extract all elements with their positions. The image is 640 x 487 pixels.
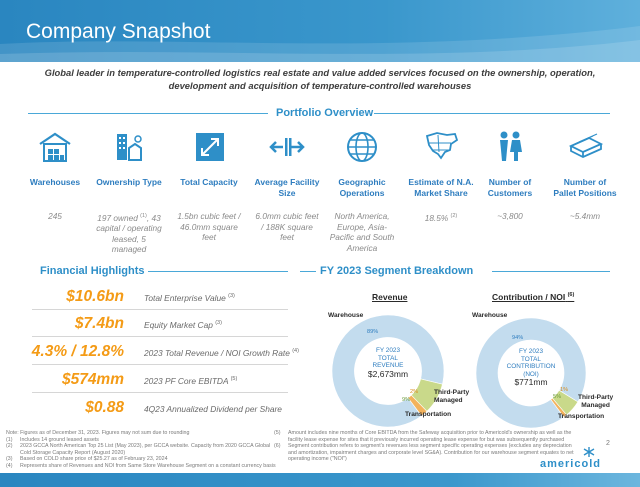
revenue-third-party-label: Third-Party Managed	[434, 389, 470, 404]
footnotes-left	[6, 430, 278, 470]
revenue-center-text: FY 2023 TOTAL REVENUE $2,673mm	[367, 347, 409, 379]
portfolio-value: North America, Europe, Asia-Pacific and South America	[329, 211, 395, 253]
divider	[32, 336, 288, 337]
portfolio-label: Average Facility Size	[254, 177, 320, 198]
portfolio-item-facility-size	[254, 130, 320, 243]
segment-title: FY 2023 Segment Breakdown	[320, 265, 474, 277]
financial-label: Total Enterprise Value $^{(3)}$	[144, 293, 235, 303]
revenue-warehouse-label: Warehouse	[328, 312, 364, 319]
revenue-transport-label: Transportation	[405, 411, 452, 418]
north-america-map-icon	[423, 130, 459, 164]
financial-title: Financial Highlights	[40, 265, 145, 277]
mission-statement: Global leader in temperature-controlled logistics real estate and value added services focused on the ownership, operation, development and acquisition of temperature-controlled warehouses	[44, 67, 596, 91]
portfolio-item-capacity	[176, 130, 242, 243]
portfolio-value: 197 owned $^{(1)}$, 43 capital / operating leased, 5 managed	[96, 212, 162, 255]
pallet-icon	[567, 130, 603, 164]
portfolio-label: Geographic Operations	[338, 177, 386, 198]
divider	[32, 392, 288, 393]
portfolio-value: 245	[48, 211, 62, 221]
financial-label: 2023 Total Revenue / NOI Growth Rate $^{(4)}$	[144, 348, 299, 358]
divider	[32, 364, 288, 365]
footnote: (1) Includes 14 ground leased assets	[6, 436, 99, 443]
portfolio-overview	[29, 130, 622, 260]
revenue-heading: Revenue	[372, 292, 408, 302]
globe-icon	[344, 130, 380, 164]
portfolio-label: Warehouses	[29, 177, 81, 187]
portfolio-value: ~3,800	[497, 211, 523, 221]
financial-row	[20, 286, 290, 308]
financial-value: $574mm	[61, 371, 124, 388]
logo-snowflake-icon	[581, 446, 597, 458]
noi-third-party-label: Third-Party Managed	[578, 394, 614, 409]
portfolio-item-ownership	[96, 130, 162, 255]
customers-icon	[492, 130, 528, 164]
noi-center-text: FY 2023 TOTAL CONTRIBUTION (NOI) $771mm	[506, 348, 556, 387]
divider	[148, 271, 288, 272]
portfolio-label: Number of Pallet Positions	[553, 177, 617, 198]
page-title: Company Snapshot	[26, 20, 211, 43]
footnote: (6) Segment contribution refers to segment's revenues less segment specific operating expenses (excludes any depreciation and amortization, impairment charges and corporate level SG&A). Contribution for our warehouse segment equates to net operating income ("NOI")	[274, 443, 574, 463]
divider	[28, 113, 268, 114]
footnote: (3) Based on COLD share price of $25.27 as of February 23, 2024	[6, 456, 168, 463]
financial-row	[20, 397, 290, 419]
noi-heading: Contribution / NOI $^{(6)}$	[492, 292, 575, 302]
footnote: (5) Amount includes nine months of Core EBITDA from the Safeway acquisition prior to Americold's ownership as well as the facility lease expense for sites that it previously incurred operating lease expense for but was subsequently purchased	[274, 430, 572, 443]
divider	[300, 271, 316, 272]
financial-label: 2023 PF Core EBITDA $^{(5)}$	[144, 376, 238, 386]
revenue-third-party-pct: 2%	[410, 389, 419, 395]
financial-row	[20, 313, 290, 335]
footnote: (2) 2023 GCCA North American Top 25 List (May 2023), per GCCA website. Capacity from 2020 GCCA Global Cold Storage Capacity Report (August 2020)	[6, 443, 271, 456]
warehouse-icon	[37, 130, 73, 164]
financial-label: 4Q23 Annualized Dividend per Share	[144, 404, 282, 414]
financial-row	[20, 369, 290, 391]
financial-value: 4.3% / 12.8%	[31, 343, 124, 360]
footnotes-right	[274, 430, 574, 463]
divider	[492, 271, 610, 272]
portfolio-value: ~5.4mm	[569, 211, 601, 221]
noi-third-party-pct: 1%	[560, 387, 569, 393]
portfolio-label: Ownership Type	[96, 177, 162, 187]
portfolio-value: 1.5bn cubic feet / 46.0mm square feet	[177, 211, 241, 242]
portfolio-item-customers	[477, 130, 543, 222]
financial-row	[20, 341, 299, 363]
portfolio-label: Number of Customers	[487, 177, 533, 198]
divider	[32, 309, 288, 310]
revenue-transport-pct: 9%	[402, 397, 411, 403]
footnote: (4) Represents share of Revenues and NOI from Same Store Warehouse Segment on a constant currency basis	[6, 462, 276, 469]
ownership-icon	[111, 130, 147, 164]
portfolio-label: Estimate of N.A. Market Share	[408, 177, 474, 198]
portfolio-label: Total Capacity	[180, 177, 238, 187]
capacity-icon	[191, 130, 227, 164]
financial-value: $0.88	[85, 399, 124, 416]
portfolio-title: Portfolio Overview	[276, 107, 374, 119]
portfolio-item-market-share	[405, 130, 477, 223]
financial-value: $10.6bn	[66, 288, 124, 305]
footnote: Note: Figures as of December 31, 2023. Figures may not sum due to rounding	[6, 430, 190, 436]
financial-value: $7.4bn	[74, 315, 124, 332]
revenue-warehouse-pct: 89%	[367, 329, 379, 335]
portfolio-item-pallets	[552, 130, 618, 222]
page-number: 2	[606, 440, 610, 447]
noi-warehouse-label: Warehouse	[472, 312, 508, 319]
financial-label: Equity Market Cap $^{(3)}$	[144, 320, 222, 330]
portfolio-value: 18.5% $^{(2)}$	[424, 212, 458, 223]
portfolio-item-warehouses	[22, 130, 88, 222]
facility-size-icon	[269, 130, 305, 164]
footer-bar	[0, 473, 640, 487]
header-banner	[0, 0, 640, 62]
portfolio-value: 6.0mm cubic feet / 188K square feet	[255, 211, 319, 242]
noi-warehouse-pct: 94%	[512, 335, 524, 341]
divider	[374, 113, 610, 114]
portfolio-item-geography	[329, 130, 395, 253]
noi-transport-label: Transportation	[558, 413, 605, 420]
noi-transport-pct: 5%	[553, 394, 562, 400]
company-logo: americold	[540, 458, 601, 470]
